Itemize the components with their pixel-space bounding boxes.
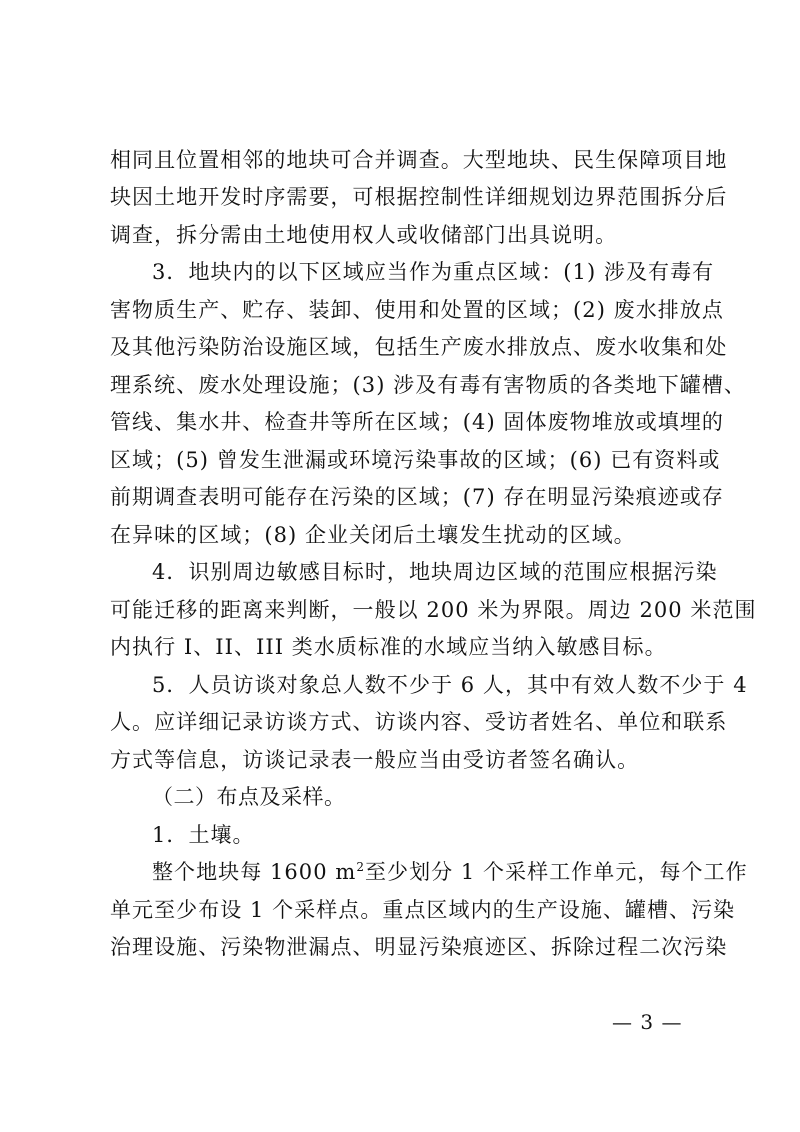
body-text-line: 理系统、废水处理设施；(3) 涉及有毒有害物质的各类地下罐槽、: [110, 373, 746, 397]
body-text-line: 相同且位置相邻的地块可合并调查。大型地块、民生保障项目地: [110, 148, 728, 172]
unit-superscript: 2: [356, 860, 365, 874]
body-text-line: 害物质生产、贮存、装卸、使用和处置的区域；(2) 废水排放点: [110, 298, 724, 322]
subheading: 1．土壤。: [152, 823, 255, 847]
body-text-line: 人。应详细记录访谈方式、访谈内容、受访者姓名、单位和联系: [110, 710, 728, 734]
paragraph-start-before-unit: 整个地块每 1600 m: [152, 860, 357, 884]
numbered-paragraph-line: 3．地块内的以下区域应当作为重点区域：(1) 涉及有毒有: [152, 260, 715, 284]
body-text-line: 单元至少布设 1 个采样点。重点区域内的生产设施、罐槽、污染: [110, 898, 736, 922]
body-text-line: 前期调查表明可能存在污染的区域；(7) 存在明显污染痕迹或存: [110, 485, 724, 509]
numbered-paragraph-line: 5．人员访谈对象总人数不少于 6 人，其中有效人数不少于 4: [152, 673, 748, 697]
body-text-line-with-unit: [152, 857, 748, 887]
body-text-line: 区域；(5) 曾发生泄漏或环境污染事故的区域；(6) 已有资料或: [110, 448, 721, 472]
page-number: — 3 —: [612, 1010, 683, 1034]
body-text-line: 及其他污染防治设施区域，包括生产废水排放点、废水收集和处: [110, 335, 728, 359]
body-text-line: 可能迁移的距离来判断，一般以 200 米为界限。周边 200 米范围: [110, 598, 757, 622]
section-heading: （二）布点及采样。: [152, 785, 346, 809]
numbered-paragraph-line: 4．识别周边敏感目标时，地块周边区域的范围应根据污染: [152, 560, 718, 584]
body-text-line: 在异味的区域；(8) 企业关闭后土壤发生扰动的区域。: [110, 523, 636, 547]
body-text-line: 块因土地开发时序需要，可根据控制性详细规划边界范围拆分后: [110, 185, 728, 209]
body-text-line: 管线、集水井、检查井等所在区域；(4) 固体废物堆放或填埋的: [110, 410, 724, 434]
body-text-line: 内执行 I、II、III 类水质标准的水域应当纳入敏感目标。: [110, 635, 667, 659]
body-text-line: 方式等信息，访谈记录表一般应当由受访者签名确认。: [110, 748, 640, 772]
paragraph-start-after-unit: 至少划分 1 个采样工作单元，每个工作: [365, 860, 748, 884]
body-text-line: 调查，拆分需由土地使用权人或收储部门出具说明。: [110, 223, 618, 247]
body-text-line: 治理设施、污染物泄漏点、明显污染痕迹区、拆除过程二次污染: [110, 935, 728, 959]
